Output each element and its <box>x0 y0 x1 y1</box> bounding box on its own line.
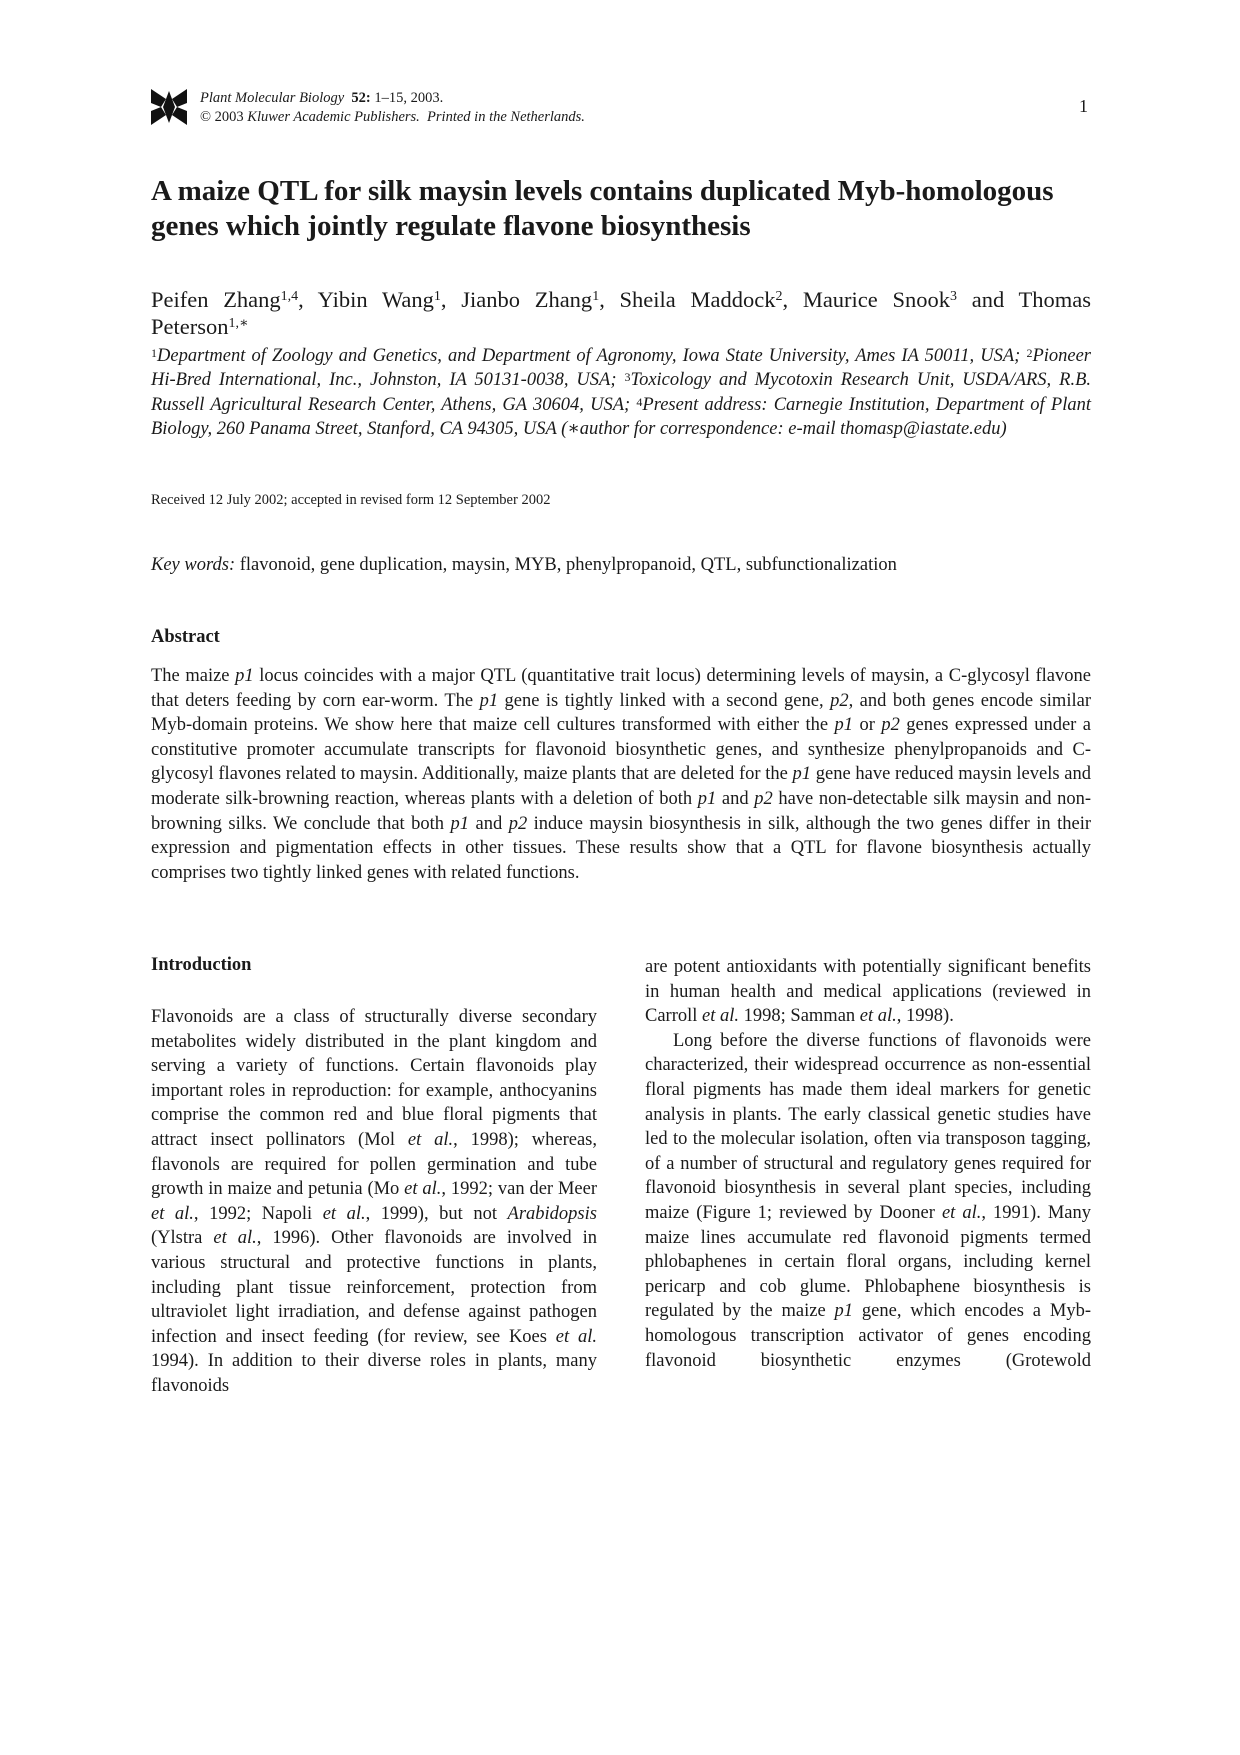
affiliation-mark: 4 <box>636 394 643 409</box>
keywords <box>151 555 897 576</box>
intro-paragraph-1-cont: are potent antioxidants with potentially significant benefits in human health and medical applications (reviewed in Carroll et al. 1998; Samman et al., 1998). <box>645 957 1091 1027</box>
intro-right-column <box>645 955 1091 1373</box>
affiliation-text: Department of Zoology and Genetics, and Department of Agronomy, Iowa State University, Ames IA 50011, USA; <box>157 346 1027 366</box>
affiliation-mark: 1 <box>151 346 157 360</box>
author-name: Maurice Snook <box>802 287 950 312</box>
intro-left-column <box>151 1005 597 1399</box>
author-name: Thomas Peterson <box>151 287 1091 339</box>
author-name: Sheila Maddock <box>619 287 776 312</box>
journal-pages: 1–15, 2003. <box>370 90 444 106</box>
copyright: © 2003 <box>200 109 244 125</box>
keywords-text: flavonoid, gene duplication, maysin, MYB, phenylpropanoid, QTL, subfunctionalization <box>235 555 897 575</box>
introduction-heading: Introduction <box>151 955 252 975</box>
abstract-text: The maize p1 locus coincides with a major QTL (quantitative trait locus) determining levels of maysin, a C-glycosyl flavone that deters feeding by corn ear-worm. The p1 gene is tightly linked with a second gene, p2, and both genes encode similar Myb-domain proteins. We show here that maize cell cultures transformed with either the p1 or p2 genes expressed under a constitutive promoter accumulate transcripts for flavonoid biosynthetic genes, and synthesize phenylpropanoids and C-glycosyl flavones related to maysin. Additionally, maize plants that are deleted for the p1 gene have reduced maysin levels and moderate silk-browning reaction, whereas plants with a deletion of both p1 and p2 have non-detectable silk maysin and non-browning silks. We conclude that both p1 and p2 induce maysin biosynthesis in silk, although the two genes differ in their expression and pigmentation effects in other tissues. These results show that a QTL for flavone biosynthesis actually comprises two tightly linked genes with related functions. <box>151 666 1092 883</box>
author-list: Peifen Zhang$^{1,4}$, Yibin Wang$^1$, Jianbo Zhang$^1$, Sheila Maddock$^2$, Maurice Snook$^3$ and Thomas Peterson$^{1,∗}$ <box>151 287 1091 339</box>
author-affiliation-mark: 1,4 <box>280 289 299 304</box>
author-affiliation-mark: 1,∗ <box>228 316 249 331</box>
author-affiliation-mark: 2 <box>775 289 783 304</box>
intro-paragraph-1: Flavonoids are a class of structurally diverse secondary metabolites widely distributed in the plant kingdom and serving a variety of functions. Certain flavonoids play important roles in reproduction: for example, anthocyanins comprise the common red and blue floral pigments that attract insect pollinators (Mol et al., 1998); whereas, flavonols are required for pollen germination and tube growth in maize and petunia (Mo et al., 1992; van der Meer et al., 1992; Napoli et al., 1999), but not Arabidopsis (Ylstra et al., 1996). Other flavonoids are involved in various structural and protective functions in plants, including plant tissue reinforcement, protection from ultraviolet light irradiation, and defense against pathogen infection and insect feeding (for review, see Koes et al. 1994). In addition to their diverse roles in plants, many flavonoids <box>151 1007 598 1396</box>
affiliation-text: Pioneer Hi-Bred International, Inc., Johnston, IA 50131-0038, USA; <box>151 346 1091 391</box>
affiliation-mark: 3 <box>624 370 631 385</box>
paper-title: A maize QTL for silk maysin levels contains duplicated Myb-homologous genes which jointly regulate flavone biosynthesis <box>151 175 1054 242</box>
author-name: Jianbo Zhang <box>461 287 593 312</box>
author-affiliation-mark: 1 <box>592 289 600 304</box>
journal-volume: 52: <box>351 90 371 106</box>
affiliation-text: Present address: Carnegie Institution, Department of Plant Biology, 260 Panama Street, Stanford, CA 94305, USA (∗author for correspondence: e-mail thomasp@iastate.edu) <box>151 394 1091 439</box>
journal-name: Plant Molecular Biology <box>200 90 345 106</box>
printed-in: Printed in the Netherlands. <box>427 109 585 125</box>
author-name: Peifen Zhang <box>151 287 281 312</box>
keywords-label: Key words: <box>151 555 236 575</box>
received-date: Received 12 July 2002; accepted in revised form 12 September 2002 <box>151 492 551 508</box>
journal-header <box>200 89 585 127</box>
affiliations <box>151 344 1091 441</box>
intro-paragraph-2: Long before the diverse functions of flavonoids were characterized, their widespread occurrence as non-essential floral pigments has made them ideal markers for genetic analysis in plants. The early classical genetic studies have led to the molecular isolation, often via transposon tagging, of a number of structural and regulatory genes required for flavonoid biosynthesis in several plant species, including maize (Figure 1; reviewed by Dooner et al., 1991). Many maize lines accumulate red flavonoid pigments termed phlobaphenes in certain floral organs, including kernel pericarp and cob glume. Phlobaphene biosynthesis is regulated by the maize p1 gene, which encodes a Myb-homologous transcription activator of genes encoding flavonoid biosynthetic enzymes (Grotewold <box>645 1030 1092 1371</box>
affiliation-mark: 2 <box>1026 346 1033 360</box>
affiliation-text: Toxicology and Mycotoxin Research Unit, USDA/ARS, R.B. Russell Agricultural Research Center, Athens, GA 30604, USA; <box>151 370 1091 415</box>
publisher-logo <box>151 87 187 127</box>
abstract-heading: Abstract <box>151 627 220 647</box>
author-name: Yibin Wang <box>317 287 434 312</box>
author-affiliation-mark: 3 <box>950 289 957 304</box>
publisher: Kluwer Academic Publishers. <box>247 109 420 125</box>
author-affiliation-mark: 1 <box>433 289 441 304</box>
page-number: 1 <box>1079 96 1088 116</box>
